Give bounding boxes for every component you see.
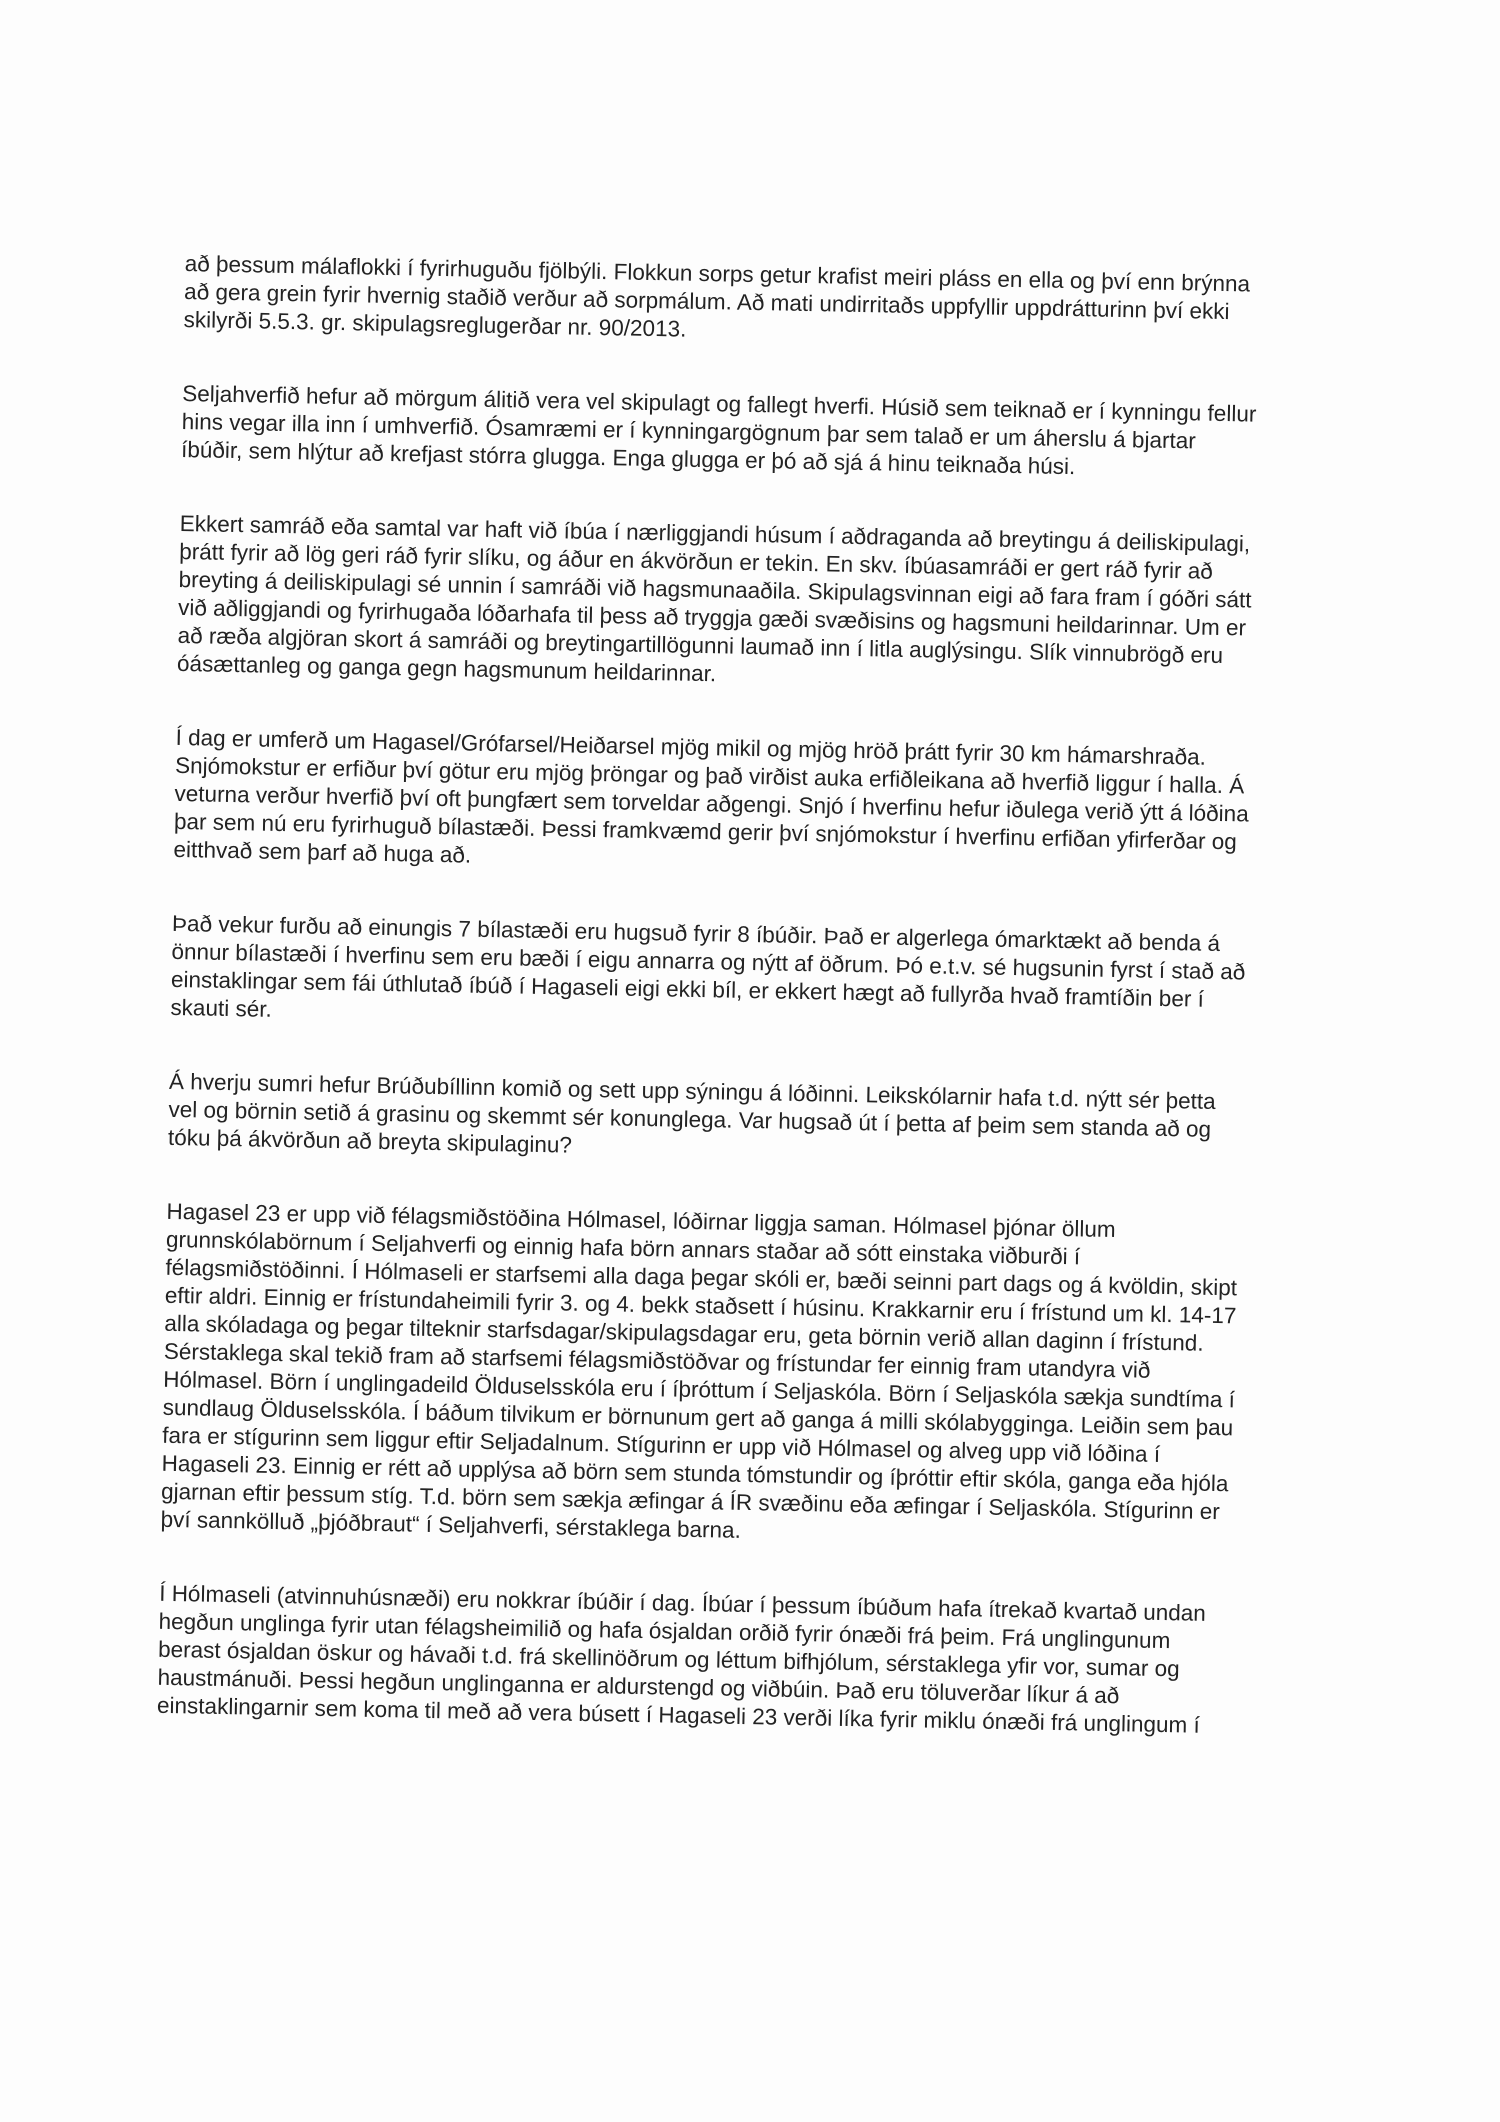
document-body (156, 250, 1265, 1786)
paragraph-lack-of-consultation: Ekkert samráð eða samtal var haft við íbúa í nærliggjandi húsum í aðdraganda að breytingu á deiliskipulagi, þrátt fyrir að lög geri ráð fyrir slíku, og áður en ákvörðun er tekin. En skv. íbúasamráði er gert ráð fyrir að breyting á deiliskipulagi sé unnin í samráði við hagsmunaaðila. Skipulagsvinnan eigi að fara fram í góðri sátt við aðliggjandi og fyrirhugaða lóðarhafa til þess að tryggja gæði svæðisins og hagsmuni heildarinnar. Um er að ræða algjöran skort á samráði og breytingartillögunni laumað inn í litla auglýsingu. Slík vinnubrögð eru óásættanleg og ganga gegn hagsmunum heildarinnar. (176, 510, 1252, 687)
paragraph-parking: Það vekur furðu að einungis 7 bílastæði eru hugsuð fyrir 8 íbúðir. Það er algerlega ómarktækt að benda á önnur bílastæði í hverfinu sem eru bæði í eigu annarra og nýtt af öðrum. Þó e.t.v. sé hugsunin fyrst í stað að einstaklingar sem fái úthlutað íbúð í Hagaseli eigi ekki bíl, er ekkert hægt að fullyrða hvað framtíðin ber í skauti sér. (170, 910, 1246, 1022)
paragraph-noise-disturbance: Í Hólmaseli (atvinnuhúsnæði) eru nokkrar íbúðir í dag. Íbúar í þessum íbúðum hafa ítrekað kvartað undan hegðun unglinga fyrir utan félagsheimilið og hafa ósjaldan orðið fyrir ónæði frá þeim. Frá unglingunum berast ósjaldan öskur og hávaði t.d. frá skellinöðrum og léttum bifhjólum, sérstaklega yfir vor, sumar og haustmánuði. Þessi hegðun unglinganna er aldurstengd og viðbúin. Það eru töluverðar líkur á að einstaklingarnir sem koma til með að vera búsett í Hagaseli 23 verði líka fyrir miklu ónæði frá unglingum í (156, 1580, 1207, 1738)
paragraph-neighborhood-design: Seljahverfið hefur að mörgum álitið vera vel skipulagt og fallegt hverfi. Húsið sem teiknað er í kynningu fellur hins vegar illa inn í umhverfið. Ósamræmi er í kynningargögnum þar sem talað er um áherslu á bjartar íbúðir, sem hlýtur að krefjast stórra glugga. Enga glugga er þó að sjá á hinu teiknaða húsi. (180, 380, 1257, 480)
paragraph-puppet-theatre: Á hverju sumri hefur Brúðubíllinn komið og sett upp sýningu á lóðinni. Leikskólarnir hafa t.d. nýtt sér þetta vel og börnin setið á grasinu og skemmt sér konunglega. Var hugsað út í þetta af þeim sem standa að og tóku þá ákvörðun að breyta skipulaginu? (167, 1068, 1216, 1158)
paragraph-waste-sorting: að þessum málaflokki í fyrirhuguðu fjölbýli. Flokkun sorps getur krafist meiri pláss en ella og því enn brýnna að gera grein fyrir hvernig staðið verður að sorpmálum. Að mati undirritaðs uppfyllir uppdrátturinn því ekki skilyrði 5.5.3. gr. skipulagsreglugerðar nr. 90/2013. (183, 250, 1251, 342)
paragraph-traffic-and-snow: Í dag er umferð um Hagasel/Grófarsel/Heiðarsel mjög mikil og mjög hröð þrátt fyrir 30 km hámarshraða. Snjómokstur er erfiður því götur eru mjög þröngar og það virðist auka erfiðleikana að hverfið liggur í halla. Á veturna verður hverfið því oft þungfært sem torveldar aðgengi. Snjó í hverfinu hefur iðulega verið ýtt á lóðina þar sem nú eru fyrirhuguð bílastæði. Þessi framkvæmd gerir því snjómokstur í hverfinu erfiðan yfirferðar og eitthvað sem þarf að huga að. (173, 724, 1249, 868)
paragraph-youth-center: Hagasel 23 er upp við félagsmiðstöðina Hólmasel, lóðirnar liggja saman. Hólmasel þjónar öllum grunnskólabörnum í Seljahverfi og einnig hafa börn annars staðar að sótt einstaka viðburði í félagsmiðstöðinni. Í Hólmaseli er starfsemi alla daga þegar skóli er, bæði seinni part dags og á kvöldin, skipt eftir aldri. Einnig er frístundaheimili fyrir 3. og 4. bekk staðsett í húsinu. Krakkarnir eru í frístund um kl. 14-17 alla skóladaga og þegar tilteknir starfsdagar/skipulagsdagar eru, geta börnin verið allan daginn í frístund. Sérstaklega skal tekið fram að starfsemi félagsmiðstöðvar og frístundar fer einnig fram utandyra við Hólmasel. Börn í unglingadeild Ölduselsskóla eru í íþróttum í Seljaskóla. Börn í Seljaskóla sækja sundtíma í sundlaug Ölduselsskóla. Í báðum tilvikum er börnunum gert að ganga á milli skólabygginga. Leiðin sem þau fara er stígurinn sem liggur eftir Seljadalnum. Stígurinn er upp við Hólmasel og alveg upp við lóðina í Hagaseli 23. Einnig er rétt að upplýsa að börn sem stunda tómstundir og íþróttir eftir skóla, ganga eða hjóla gjarnan eftir þessum stíg. T.d. börn sem sækja æfingar á ÍR svæðinu eða æfingar í Seljaskóla. Stígurinn er því sannkölluð „þjóðbraut“ í Seljahverfi, sérstaklega barna. (160, 1198, 1238, 1543)
